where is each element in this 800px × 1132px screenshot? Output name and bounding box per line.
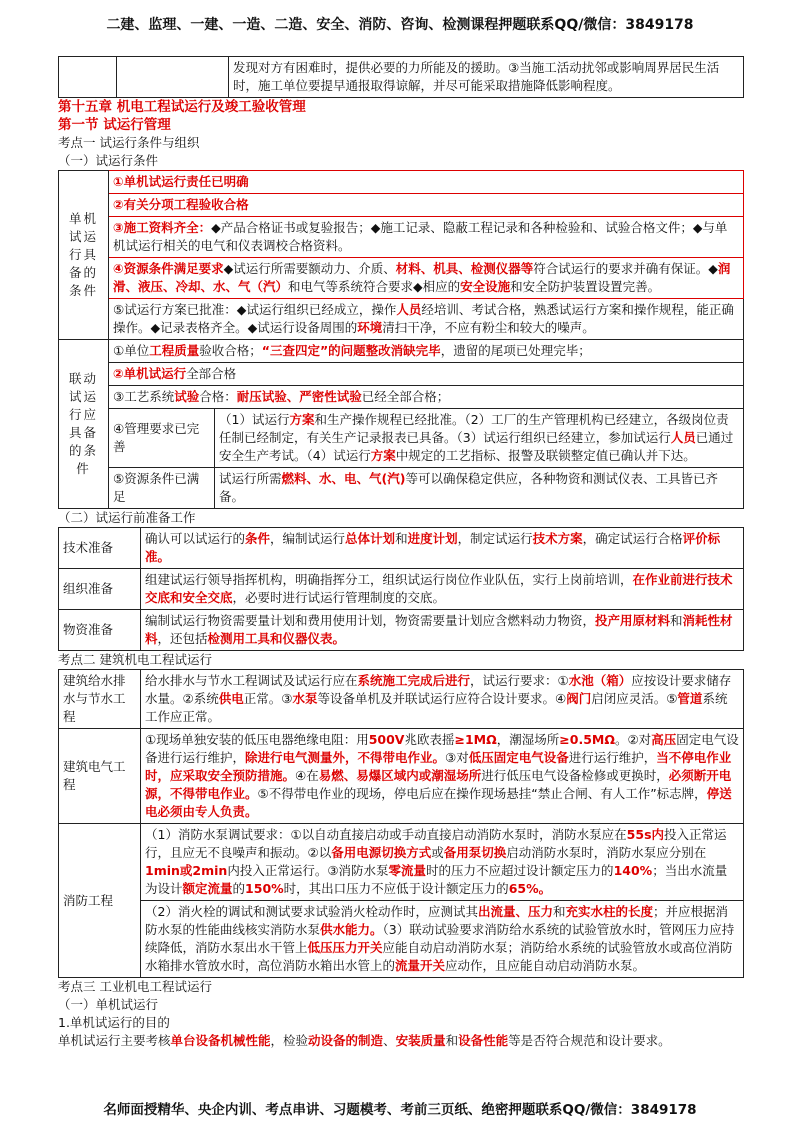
prep-tech-t5: 和: [395, 531, 408, 546]
bldg-f1-t12: 140%: [613, 863, 653, 878]
linked-r2-t1: ②单机试运行: [113, 366, 187, 381]
single-r4-title: ④资源条件满足要求: [113, 261, 224, 276]
linked-r3-t4: 耐压试验、严密性试验: [236, 389, 362, 404]
kp3-heading: 考点三 工业机电工程试运行: [58, 979, 212, 994]
linked-r4-t5: 已通过安全生产考试。（4）试运行: [219, 430, 734, 463]
purpose-t4: 动设备的制造: [308, 1033, 384, 1048]
bldg-e-t20: 停送电必须由专人负责。: [145, 786, 732, 819]
prep-tech-t8: 技术方案: [532, 531, 583, 546]
bldg-f1-t14: 额定流量: [182, 881, 233, 896]
bldg-e-t6: ≥0.5MΩ: [559, 732, 615, 747]
linked-r3-t2: 试验: [174, 389, 200, 404]
single-r4-t1: ◆试运行所需要额动力、介质、: [223, 261, 396, 276]
linked-row-5: [215, 468, 744, 509]
bldg-e-t14: 当不停电作业时，应采取安全预防措施。: [145, 750, 732, 783]
prep-tech-t4: 总体计划: [345, 531, 396, 546]
single-r3-text: ◆产品合格证书或复验报告；◆施工记录、隐蔽工程记录和各种检验和、试验合格文件；◆与单机试运行相关的电气和仪表调校合格资料。: [113, 220, 728, 253]
bldg-f1-t6: 备用泵切换: [443, 845, 507, 860]
purpose-t2: 单台设备机械性能: [170, 1033, 271, 1048]
bldg-e-t5: ，潮湿场所: [496, 732, 560, 747]
bldg-fire-label: 消防工程: [59, 824, 141, 978]
bldg-f1-t1: （1）消防水泵调试要求：①以自动直接启动或手动直接启动消防水泵时，消防水泵应在: [145, 827, 627, 842]
sub2-heading: （二）试运行前准备工作: [58, 510, 196, 525]
bldg-e-t1: ①现场单独安装的低压电器绝缘电阻：用: [145, 732, 369, 747]
section-title: 第一节 试运行管理: [58, 117, 171, 133]
single-r5-t4: 环境: [357, 320, 383, 335]
linked-row-2: [109, 363, 744, 386]
linked-r5-t2: 燃料、水、电、气(汽): [281, 471, 406, 486]
bldg-water-text: [141, 670, 744, 729]
purpose-t7: 和: [445, 1033, 459, 1048]
linked-row-1: [109, 340, 744, 363]
linked-row-3: [109, 386, 744, 409]
single-r2: ②有关分项工程验收合格: [113, 197, 249, 212]
prep-mat-t6: 检测用工具和仪器仪表。: [207, 631, 346, 646]
chapter-title: 第十五章 机电工程试运行及竣工验收管理: [58, 99, 306, 115]
single-row-5: [109, 299, 744, 340]
linked-r5-t1: 试运行所需: [219, 471, 282, 486]
bldg-w-t1: 给水排水与节水工程调试及试运行应在: [145, 673, 358, 688]
building-table: [58, 669, 744, 978]
linked-r4-t2: 方案: [289, 412, 315, 427]
sub1-heading: （一）试运行条件: [58, 153, 159, 168]
top-empty-cell-2: [117, 57, 229, 98]
bldg-e-t3: 兆欧表摇: [404, 732, 455, 747]
bldg-f2-t8: 低压压力开关: [307, 940, 383, 955]
single-r5-t1: ⑤试运行方案已批准：◆试运行组织已经成立，操作: [113, 302, 397, 317]
single-r4-t5: 和电气等系统符合要求◆相应的: [288, 279, 461, 294]
bldg-e-t11: ③对: [445, 750, 469, 765]
prep-mat-t5: ，还包括: [157, 631, 208, 646]
linked-r1-t4: “三查四定”的问题整改消缺完毕: [261, 343, 441, 358]
bldg-f2-t1: （2）消火栓的调试和测试要求试验消火栓动作时，应测试其: [145, 904, 478, 919]
prep-tech-t10: 评价标准。: [145, 531, 721, 564]
prep-tech-t1: 确认可以试运行的: [145, 531, 246, 546]
linked-r3-t3: 合格：: [199, 389, 237, 404]
linked-r3-t5: 已经全部合格；: [361, 389, 450, 404]
prep-org-t1: 组建试运行领导指挥机构，明确指挥分工，组织试运行岗位作业队伍，实行上岗前培训，: [145, 572, 633, 587]
prep-tech-text: [141, 528, 744, 569]
bldg-e-t9: 固定电气设备进行运行维护，: [145, 732, 739, 765]
top-empty-cell-1: [59, 57, 117, 98]
linked-r1-t3: 验收合格；: [199, 343, 262, 358]
linked-r5-t3: 等可以确保稳定供应，各种物资和测试仪表、工具皆已齐备。: [219, 471, 718, 504]
kp2-heading: 考点二 建筑机电工程试运行: [58, 652, 212, 667]
bldg-w-t4: 水池（箱）: [568, 673, 632, 688]
bldg-e-t7: 。②对: [614, 732, 652, 747]
single-row-2: [109, 194, 744, 217]
bldg-f2-t9: 应能自动启动消防水泵；消防给水系统的试验管放水或高位消防水箱排水管放水时，高位消防水箱出水管上的: [145, 940, 733, 973]
bldg-e-t17: 进行低压电气设备检修或更换时，: [481, 768, 669, 783]
linked-r5-label: ⑤资源条件已满足: [113, 471, 200, 504]
bldg-w-t12: 管道: [677, 691, 703, 706]
prep-org-t2: 在作业前进行技术交底和安全交底: [145, 572, 733, 605]
bldg-elec-text: [141, 729, 744, 824]
purpose-t5: 、: [383, 1033, 396, 1048]
conditions-table: [58, 170, 744, 509]
bldg-f1-t18: 65%。: [508, 881, 552, 896]
prep-org-t3: ，必要时进行试运行管理制度的交底。: [232, 590, 446, 605]
bldg-e-t2: 500V: [368, 732, 405, 747]
linked-run-label: 联动试运行应具备的条件: [59, 340, 109, 509]
linked-r4-t4: 人员: [670, 430, 696, 445]
prep-org-label: 组织准备: [59, 569, 141, 610]
single-r3-title: ③施工资料齐全：: [113, 220, 212, 235]
bldg-f1-t3: 投入正常运行，且应无不良噪声和振动。②以: [145, 827, 727, 860]
bldg-e-t8: 高压: [651, 732, 677, 747]
bldg-f1-t10: 零流量: [388, 863, 427, 878]
prep-tech-t7: ，制定试运行: [457, 531, 533, 546]
prep-mat-t2: 投产用原材料: [595, 613, 671, 628]
bldg-e-t16: 易燃、易爆区域内或潮湿场所: [318, 768, 482, 783]
bldg-f2-t2: 出流量、压力: [477, 904, 553, 919]
bldg-e-t12: 低压固定电气设备: [468, 750, 569, 765]
prep-tech-t3: ，编制试运行: [270, 531, 346, 546]
linked-r1-t2: 工程质量: [149, 343, 200, 358]
purpose-t3: ，检验: [270, 1033, 309, 1048]
single-run-label: 单机试运行具备的条件: [59, 171, 109, 340]
bldg-e-t18: 必须断开电源，不得带电作业。: [145, 768, 732, 801]
prep-tech-t2: 条件: [245, 531, 271, 546]
sub3-heading: （一）单机试运行: [58, 997, 159, 1012]
purpose-paragraph: [58, 1032, 744, 1050]
bldg-f2-t3: 和: [552, 904, 566, 919]
single-r5-t3: 经培训、考试合格，熟悉试运行方案和操作规程，能正确操作。◆记录表格齐全。◆试运行设备周围的: [113, 302, 734, 335]
linked-r4-label-cell: [109, 409, 215, 468]
linked-r3-t1: ③工艺系统: [113, 389, 175, 404]
bldg-f2-t4: 充实水柱的长度: [565, 904, 654, 919]
single-row-4: [109, 258, 744, 299]
bldg-fire-text-1: [141, 824, 744, 901]
bldg-f1-t15: 的: [232, 881, 246, 896]
document-body: [58, 56, 744, 1050]
purpose-t1: 单机试运行主要考核: [58, 1033, 171, 1048]
linked-r4-t1: （1）试运行: [219, 412, 290, 427]
single-r4-t3: 符合试运行的要求并确有保证。◆: [533, 261, 718, 276]
linked-r4-t3: 和生产操作规程已经批准。（2）工厂的生产管理机构已经建立，各级岗位责任制已经制定，有关生产记录报表已具备。（3）试运行组织已经建立，参加试运行: [219, 412, 729, 445]
single-row-1: [109, 171, 744, 194]
bldg-fire-text-2: [141, 901, 744, 978]
prep-mat-t3: 和: [670, 613, 683, 628]
page-header: 二建、监理、一建、一造、二造、安全、消防、咨询、检测课程押题联系QQ/微信：3849178: [106, 17, 694, 33]
single-r4-t2: 材料、机具、检测仪器等: [395, 261, 534, 276]
bldg-w-t2: 系统施工完成后进行: [357, 673, 471, 688]
bldg-water-label: 建筑给水排水与节水工程: [59, 670, 141, 729]
linked-r1-t5: ，遗留的尾项已处理完毕；: [440, 343, 591, 358]
page-footer: 名师面授精华、央企内训、考点串讲、习题模考、考前三页纸、绝密押题联系QQ/微信：3849178: [103, 1102, 697, 1118]
bldg-f1-t11: 时的压力不应超过设计额定压力的: [426, 863, 614, 878]
top-row-text: 发现对方有困难时，提供必要的力所能及的援助。③当施工活动扰邻或影响周界居民生活时，施工单位要提早通报取得谅解，并尽可能采取措施降低影响程度。: [229, 57, 744, 98]
single-row-3: [109, 217, 744, 258]
bldg-e-t19: ⑤不得带电作业的现场，停电后应在操作现场悬挂“禁止合闸、有人工作”标志牌，: [257, 786, 707, 801]
bldg-f2-t10: 流量开关: [395, 958, 446, 973]
bldg-w-t10: 阀门: [566, 691, 592, 706]
single-r5-t5: 清扫干净，不应有粉尘和较大的噪声。: [382, 320, 595, 335]
bldg-e-t15: ④在: [295, 768, 319, 783]
bldg-w-t8: 水泵: [292, 691, 318, 706]
linked-row-4: [215, 409, 744, 468]
linked-r4-t7: 中规定的工艺指标、报警及联锁整定值已确认并下达。: [395, 448, 696, 463]
bldg-f1-t16: 150%: [245, 881, 284, 896]
prep-org-text: [141, 569, 744, 610]
preparation-table: [58, 527, 744, 651]
item1-heading: 1.单机试运行的目的: [58, 1015, 170, 1030]
bldg-e-t13: 进行运行维护，: [568, 750, 657, 765]
prep-tech-label: 技术准备: [59, 528, 141, 569]
purpose-t9: 等是否符合规范和设计要求。: [508, 1033, 671, 1048]
bldg-f1-t17: 时，其出口压力不应低于设计额定压力的: [283, 881, 509, 896]
prep-mat-t4: 消耗性材料: [145, 613, 733, 646]
linked-r1-t1: ①单位: [113, 343, 150, 358]
single-r1: ①单机试运行责任已明确: [113, 174, 249, 189]
bldg-w-t9: 等设备单机及并联试运行应符合设计要求。④: [317, 691, 567, 706]
bldg-f1-t7: 启动消防水泵时，消防水泵应分别在: [506, 845, 707, 860]
purpose-t8: 设备性能: [458, 1033, 509, 1048]
bldg-f2-t11: 应动作，且应能自动启动消防水泵。: [445, 958, 646, 973]
linked-r2-t2: 全部合格: [186, 366, 237, 381]
bldg-f2-t5: ；并应根据消防水泵的性能曲线核实消防水泵: [145, 904, 729, 937]
bldg-w-t5: 应按设计要求储存水量。②系统: [145, 673, 732, 706]
single-r4-t7: 和安全防护装置设置完善。: [510, 279, 661, 294]
bldg-w-t7: 正常。③: [243, 691, 293, 706]
prep-tech-t6: 进度计划: [407, 531, 458, 546]
prep-mat-text: [141, 610, 744, 651]
prep-mat-label: 物资准备: [59, 610, 141, 651]
prep-tech-t9: ，确定试运行合格: [582, 531, 683, 546]
bldg-w-t3: ，试运行要求：①: [470, 673, 569, 688]
top-continuation-table: [58, 56, 744, 98]
linked-r4-t6: 方案: [370, 448, 396, 463]
linked-r5-label-cell: [109, 468, 215, 509]
single-r4-t6: 安全设施: [460, 279, 511, 294]
bldg-f1-t13: ；当出水流量为设计: [145, 863, 728, 896]
bldg-w-t11: 启闭应灵活。⑤: [591, 691, 678, 706]
bldg-e-t10: 除进行电气测量外，不得带电作业。: [245, 750, 446, 765]
bldg-f2-t7: （3）联动试验要求消防给水系统的试验管放水时，管网压力应持续降低，消防水泵出水干管上: [145, 922, 735, 955]
bldg-f1-t4: 备用电源切换方式: [331, 845, 432, 860]
bldg-f1-t2: 55s内: [626, 827, 665, 842]
kp1-heading: 考点一 试运行条件与组织: [58, 135, 200, 150]
bldg-w-t13: 系统工作应正常。: [145, 691, 728, 724]
bldg-f1-t9: 内投入正常运行。③消防水泵: [227, 863, 389, 878]
bldg-f1-t8: 1min或2min: [145, 863, 228, 878]
linked-r4-label: ④管理要求已完善: [113, 421, 200, 454]
bldg-w-t6: 供电: [218, 691, 244, 706]
bldg-elec-label: 建筑电气工程: [59, 729, 141, 824]
bldg-f1-t5: 或: [431, 845, 444, 860]
prep-mat-t1: 编制试运行物资需要量计划和费用使用计划，物资需要量计划应含燃料动力物资，: [145, 613, 596, 628]
single-r5-t2: 人员: [396, 302, 422, 317]
single-r4-t4: 润滑、液压、冷却、水、气（汽）: [113, 261, 731, 294]
bldg-f2-t6: 供水能力。: [320, 922, 383, 937]
bldg-e-t4: ≥1MΩ: [454, 732, 497, 747]
purpose-t6: 安装质量: [395, 1033, 446, 1048]
